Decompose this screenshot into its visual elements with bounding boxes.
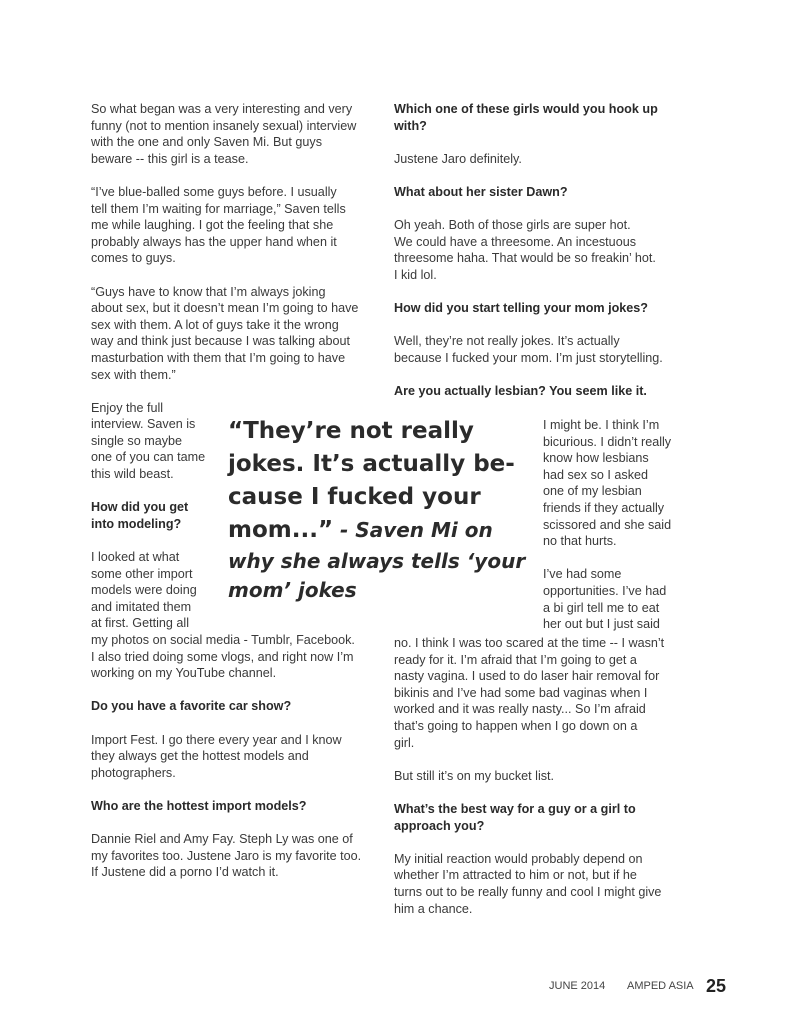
answer-hottest-models: Dannie Riel and Amy Fay. Steph Ly was one of my favorites too. Justene Jaro is my favorite too. If Justene did a porno I’d watch it.	[91, 832, 362, 880]
right-column-lower	[394, 635, 694, 917]
answer-bucket-list: But still it’s on my bucket list.	[394, 768, 555, 783]
footer-magazine: AMPED ASIA	[627, 980, 694, 992]
question-approach: What’s the best way for a guy or a girl to approach you?	[394, 801, 636, 833]
right-narrow-block	[543, 417, 693, 633]
right-column	[394, 101, 689, 400]
answer-modeling: I looked at what some other import models were doing and imitated them at first. Getting all my photos on social media - Tumblr, Facebook. I also tried doing some vlogs, and right now I’m working on my YouTube channel.	[91, 550, 355, 681]
page-number: 25	[706, 976, 727, 996]
question-modeling: How did you get into modeling?	[91, 500, 189, 531]
question-mom-jokes: How did you start telling your mom jokes?	[394, 301, 649, 316]
intro-paragraph: So what began was a very interesting and very funny (not to mention insanely sexual) interview with the one and only Saven Mi. But guys beware -- this girl is a tease.	[91, 102, 357, 166]
question-car-show: Do you have a favorite car show?	[91, 699, 292, 714]
footer-date: JUNE 2014	[549, 980, 606, 992]
question-sister-dawn: What about her sister Dawn?	[394, 184, 568, 199]
answer-approach: My initial reaction would probably depend on whether I’m attracted to him or not, but if he turns out to be really funny and cool I might give him a chance.	[394, 851, 662, 916]
answer-mom-jokes: Well, they’re not really jokes. It’s actually because I fucked your mom. I’m just storytelling.	[394, 334, 663, 365]
question-hook-up: Which one of these girls would you hook up with?	[394, 102, 658, 133]
pull-quote	[228, 415, 528, 605]
question-lesbian: Are you actually lesbian? You seem like it.	[394, 384, 647, 399]
pull-quote-text: “They’re not really jokes. It’s actually be- cause I fucked your mom...” - Saven Mi on	[228, 418, 515, 543]
answer-car-show: Import Fest. I go there every year and I know they always get the hottest models and photographers.	[91, 732, 342, 780]
joking-paragraph: “Guys have to know that I’m always joking about sex, but it doesn’t mean I’m going to have sex with them. A lot of guys take it the wrong way and think just because I was talking about masturbation with them that I’m going to have sex with them.”	[91, 284, 359, 382]
answer-sister-dawn: Oh yeah. Both of those girls are super hot. We could have a threesome. An incestuous threesome haha. That would be so freakin’ hot. I kid lol.	[394, 218, 656, 282]
blue-balled-paragraph: “I’ve blue-balled some guys before. I usually tell them I’m waiting for marriage,” Saven tells me while laughing. I got the feeling that she probably always has the upper hand when it comes to guys.	[91, 184, 346, 266]
enjoy-paragraph: Enjoy the full interview. Saven is single so maybe one of you can tame this wild beast.	[91, 400, 206, 482]
answer-lesbian: I might be. I think I’m bicurious. I didn’t really know how lesbians had sex so I asked one of my lesbian friends if they actually scissored and she said no that hurts.	[543, 418, 672, 549]
answer-hook-up: Justene Jaro definitely.	[394, 151, 522, 166]
question-hottest-models: Who are the hottest import models?	[91, 798, 307, 813]
answer-opportunities-wide: no. I think I was too scared at the time -- I wasn’t ready for it. I’m afraid that I’m going to get a nasty vagina. I used to do laser hair removal for bikinis and I’ve had some bad vaginas when I worked and it was really nasty... So I’m afraid that’s going to happen when I go down on a girl.	[394, 636, 665, 750]
pull-quote-attribution-inline: - Saven Mi on	[333, 518, 493, 542]
answer-opportunities-narrow: I’ve had some opportunities. I’ve had a bi girl tell me to eat her out but I just said	[543, 567, 667, 632]
pull-quote-attribution: why she always tells ‘your mom’ jokes	[228, 549, 526, 602]
